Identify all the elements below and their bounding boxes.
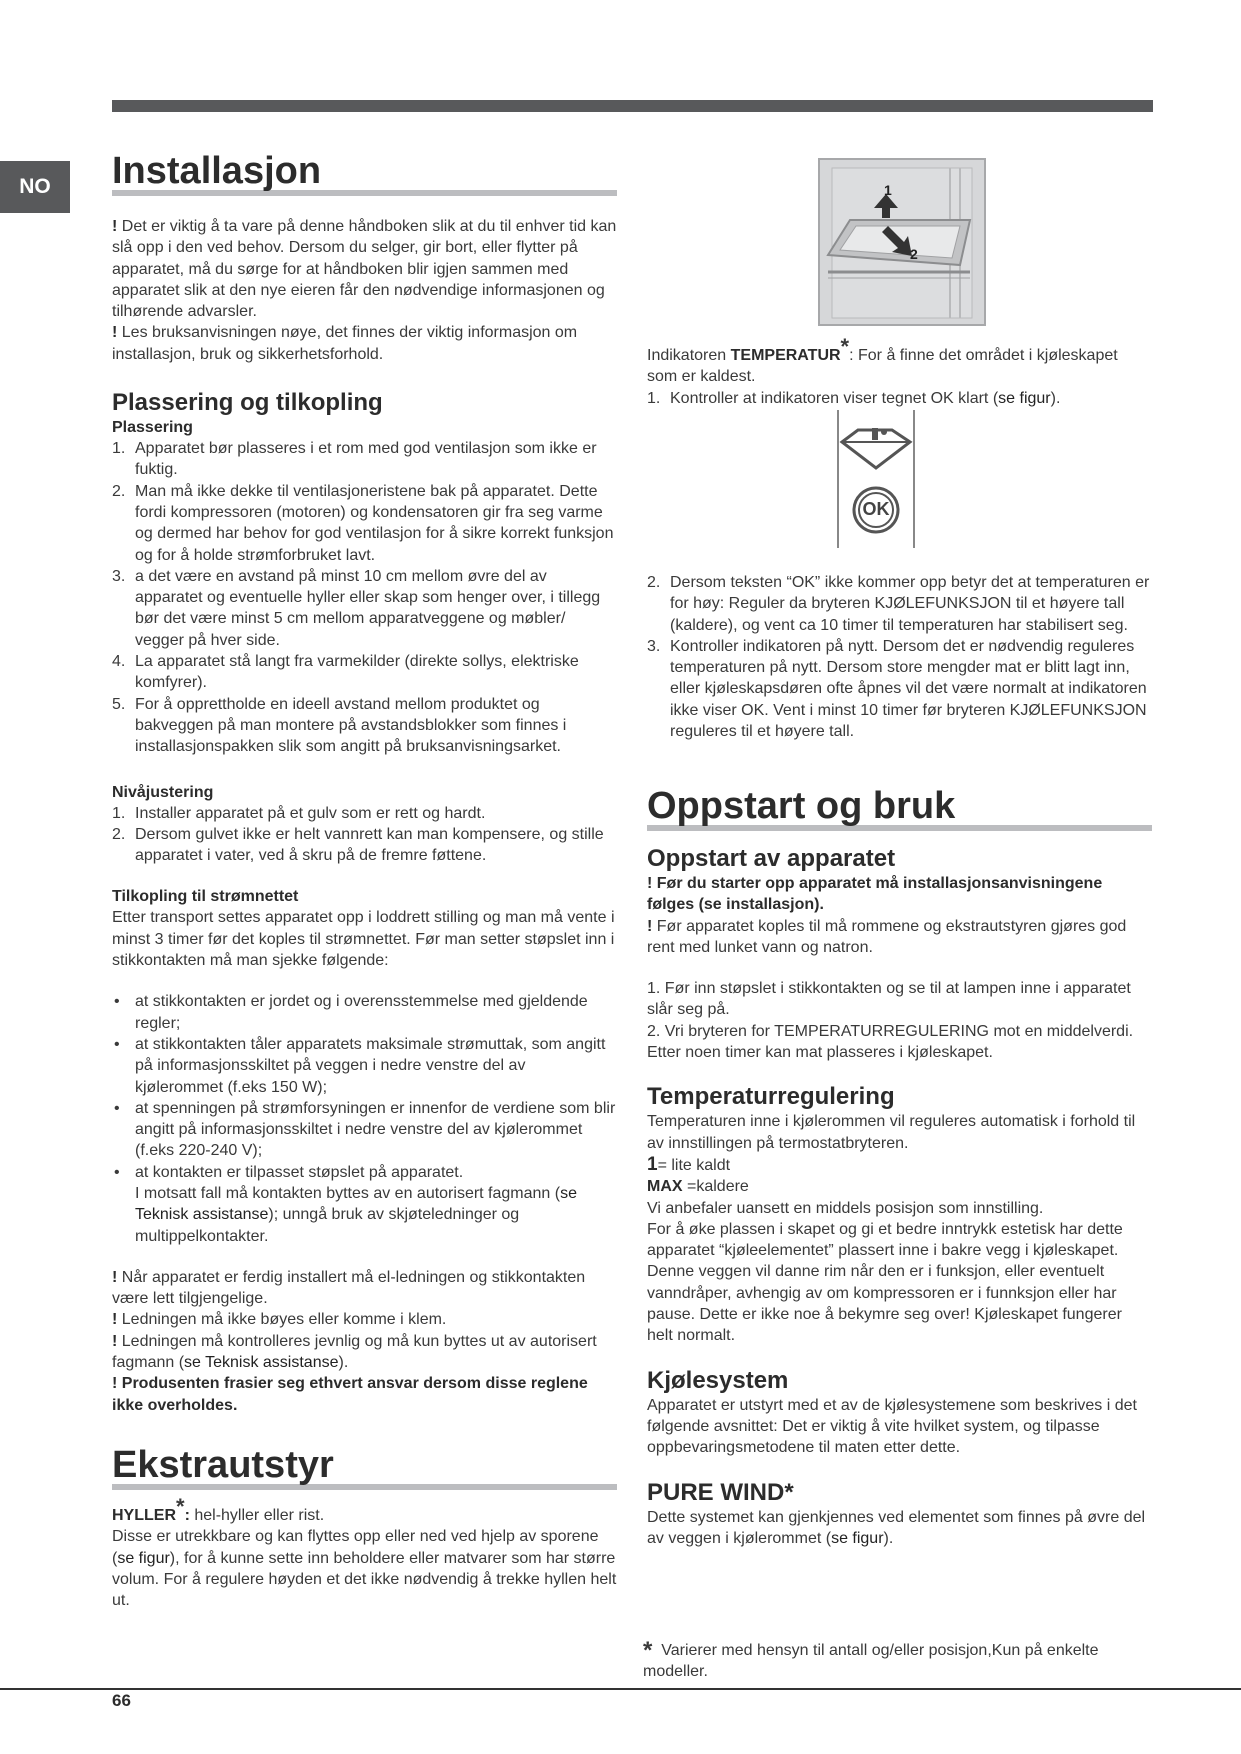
nivajustering-subheading: Nivåjustering — [112, 783, 214, 801]
list-item: 1. Kontroller at indikatoren viser tegnet OK klart (se figur). — [647, 389, 1061, 407]
temperature-indicator-paragraph: Indikatoren TEMPERATUR*: For å finne det området i kjøleskapet som er kaldest. — [647, 334, 1118, 386]
language-tab: NO — [0, 161, 70, 213]
list-item: 2. Dersom teksten “OK” ikke kommer opp betyr det at temperaturen er for høy: Reguler da bryteren KJØLEFUNKSJON til et høyere tall (kaldere), og vent ca 10 timer til temperaturen har stabilisert seg. — [647, 574, 1150, 634]
footnote-asterisk: * — [643, 1637, 653, 1664]
oppstart-section — [647, 785, 1152, 1549]
list-item: 2. Man må ikke dekke til ventilasjoneristene bak på apparatet. Dette fordi kompressoren (motoren) og kondensatoren gir fra seg varme og dermed har behov for god ventilasjon for å sikre korrekt funksjon og for å holde strømforbruket lavt. — [112, 482, 614, 564]
tilkopling-bullets — [112, 991, 617, 1247]
list-item: 3. Kontroller indikatoren på nytt. Dersom det er nødvendig reguleres temperaturen på nytt. Dersom store mengder mat er blitt lagt inn, eller kjøleskapsdøren ofte åpnes vil det være normalt at indikatoren ikke viser OK. Vent i minst 10 timer før bryteren KJØLEFUNKSJON reguleres til et høyere tall. — [647, 637, 1147, 741]
temperature-indicator-section — [647, 320, 1152, 409]
pure-wind-heading: PURE WIND* — [647, 1478, 794, 1506]
setting-one: 1= lite kaldt — [647, 1153, 731, 1175]
figure-number-1: 1 — [884, 182, 892, 198]
left-column — [112, 150, 617, 1611]
temperaturregulering-recommendation: Vi anbefaler uansett en middels posisjon som innstilling. — [647, 1199, 1044, 1217]
ok-label: OK — [862, 499, 890, 519]
list-item: 2. Dersom gulvet ikke er helt vannrett kan man kompensere, og stille apparatet i vater, ved å skru på de fremre føttene. — [112, 825, 604, 865]
installasjon-heading: Installasjon — [112, 150, 617, 196]
figure-number-2: 2 — [910, 246, 918, 262]
oppstart-warning-2: ! Før apparatet koples til må rommene og ekstrautstyren gjøres god rent med lunket vann og natron. — [647, 917, 1127, 956]
nivajustering-list — [112, 803, 617, 867]
pure-wind-text: Dette systemet kan gjenkjennes ved elementet som finnes på øvre del av veggen i kjølerommet (se figur). — [647, 1508, 1146, 1547]
intro-paragraph-2: ! Les bruksanvisningen nøye, det finnes der viktig informasjon om installasjon, bruk og sikkerhetsforhold. — [112, 324, 578, 363]
kjolesystem-heading: Kjølesystem — [647, 1366, 789, 1394]
plassering-list — [112, 438, 617, 757]
asterisk-icon: * — [840, 334, 850, 359]
temperature-step-1 — [647, 388, 1152, 409]
list-item: 1. Apparatet bør plasseres i et rom med god ventilasjon som ikke er fuktig. — [112, 440, 597, 479]
cross-reference-link: se figur — [831, 1529, 884, 1547]
oppstart-heading: Oppstart og bruk — [647, 785, 1152, 831]
cross-reference-link: se Teknisk assistanse — [135, 1184, 577, 1224]
page-number: 66 — [112, 1691, 131, 1710]
tilkopling-paragraph: Etter transport settes apparatet opp i loddrett stilling og man må vente i minst 3 timer før det koples til strømnettet. Før man setter støpslet inn i stikkontakten må man sjekke følgende: — [112, 909, 615, 970]
setting-max: MAX =kaldere — [647, 1178, 749, 1196]
warning-1: ! Når apparatet er ferdig installert må el-ledningen og stikkontakten være lett tilgjengelige. — [112, 1268, 586, 1308]
oppstart-step-1: 1. Før inn støpslet i stikkontakten og se til at lampen inne i apparatet slår seg på. — [647, 980, 1131, 1019]
list-item: • at stikkontakten er jordet og i overensstemmelse med gjeldende regler; — [114, 993, 588, 1032]
shelf-illustration — [820, 160, 984, 324]
tilkopling-subheading: Tilkopling til strømnettet — [112, 888, 299, 906]
hyller-line: HYLLER*: hel-hyller eller rist. — [112, 1493, 325, 1524]
list-item: • at kontakten er tilpasset støpslet på apparatet. I motsatt fall må kontakten byttes av en autorisert fagmann (se Teknisk assistanse); unngå bruk av skjøteledninger og multippelkontakter. — [114, 1163, 577, 1245]
warning-2: ! Ledningen må ikke bøyes eller komme i klem. — [112, 1311, 447, 1329]
oppstart-step-2: 2. Vri bryteren for TEMPERATURREGULERING mot en middelverdi. Etter noen timer kan mat plasseres i kjøleskapet. — [647, 1022, 1134, 1062]
list-item: • at stikkontakten tåler apparatets maksimale strømuttak, som angitt på informasjonsskiltet på veggen i nedre venstre del av kjølerommet (f.eks 150 W); — [114, 1035, 606, 1096]
list-item: 4. La apparatet stå langt fra varmekilder (direkte sollys, elektriske komfyrer). — [112, 653, 579, 692]
plassering-subheading: Plassering — [112, 419, 193, 437]
cross-reference-link: se Teknisk assistanse — [184, 1354, 339, 1372]
hyller-paragraph: Disse er utrekkbare og kan flyttes opp eller ned ved hjelp av sporene (se figur), for å kunne sette inn beholdere eller matvarer som har større volum. For å regulere høyden et det ikke nødvendig å trekke hyllen helt ut. — [112, 1528, 617, 1610]
oppstart-subheading: Oppstart av apparatet — [647, 845, 896, 872]
oppstart-warning-bold: ! Før du starter opp apparatet må installasjonsanvisningene følges (se installasjon). — [647, 875, 1103, 914]
list-item: 5. For å opprettholde en ideell avstand mellom produktet og bakveggen på man montere på avstandsblokker som finnes i installasjonspakken slik som angitt på bruksanvisningsarket. — [112, 695, 567, 756]
temperaturregulering-details: For å øke plassen i skapet og gi et bedre inntrykk estetisk har dette apparatet “kjøleelementet” plassert inne i bakre vegg i kjøleskapet. Denne veggen vil danne rim når den er i funksjon, eller eventuelt vanndråper, avhengig av om kompressoren er i funnksjon eller har pause. Dette er ikke noe å bekymre seg over! Kjøleskapet fungerer helt normalt. — [647, 1220, 1123, 1345]
footnote: * Varierer med hensyn til antall og/eller posisjon,Kun på enkelte modeller. — [643, 1637, 1099, 1680]
list-item: • at spenningen på strømforsyningen er innenfor de verdiene som blir angitt på informasjonsskiltet i nedre venstre del av kjølerommet (f.eks 220-240 V); — [114, 1099, 616, 1160]
cross-reference-link: se figur — [117, 1549, 170, 1567]
temperaturregulering-heading: Temperaturregulering — [647, 1083, 895, 1111]
ekstrautstyr-heading: Ekstrautstyr — [112, 1444, 617, 1490]
temperaturregulering-text: Temperaturen inne i kjølerommen vil reguleres automatisk i forhold til av innstillingen på termostatbryteren. — [647, 1113, 1136, 1152]
list-item: 1. Installer apparatet på et gulv som er rett og hardt. — [112, 804, 486, 822]
list-item: 3. a det være en avstand på minst 10 cm mellom øvre del av apparatet og eventuelle hyller eller skap som henger over, i tillegg bør det være minst 5 cm mellom apparatveggene og møbler/ vegger på hver side. — [112, 567, 601, 649]
temperature-step-list — [647, 572, 1152, 742]
ok-indicator-figure — [836, 410, 916, 548]
asterisk-icon: * — [176, 1493, 185, 1519]
shelf-figure — [818, 158, 986, 326]
warning-3: ! Ledningen må kontrolleres jevnlig og må kun byttes ut av autorisert fagmann (se Teknisk assistanse). — [112, 1332, 597, 1372]
kjolesystem-text: Apparatet er utstyrt med et av de kjølesystemene som beskrives i det følgende avsnittet: Det er viktig å vite hvilket system, og tilpasse oppbevaringsmetodene til maten etter dette. — [647, 1396, 1137, 1457]
cross-reference-link: se figur — [998, 389, 1051, 407]
ok-indicator-illustration — [836, 410, 916, 548]
bottom-rule — [0, 1688, 1241, 1690]
intro-paragraph-1: ! Det er viktig å ta vare på denne håndboken slik at du til enhver tid kan slå opp i den ved behov. Dersom du selger, gir bort, eller flytter på apparatet, må du sørge for at håndboken blir igjen sammen med apparatet slik at den nye eieren får den nødvendige informasjonen og tilhørende advarsler. — [112, 218, 617, 321]
top-bar — [112, 100, 1153, 112]
plassering-heading: Plassering og tilkopling — [112, 389, 383, 417]
temperature-steps-continued — [647, 572, 1152, 742]
warning-4: ! Produsenten frasier seg ethvert ansvar dersom disse reglene ikke overholdes. — [112, 1375, 588, 1414]
